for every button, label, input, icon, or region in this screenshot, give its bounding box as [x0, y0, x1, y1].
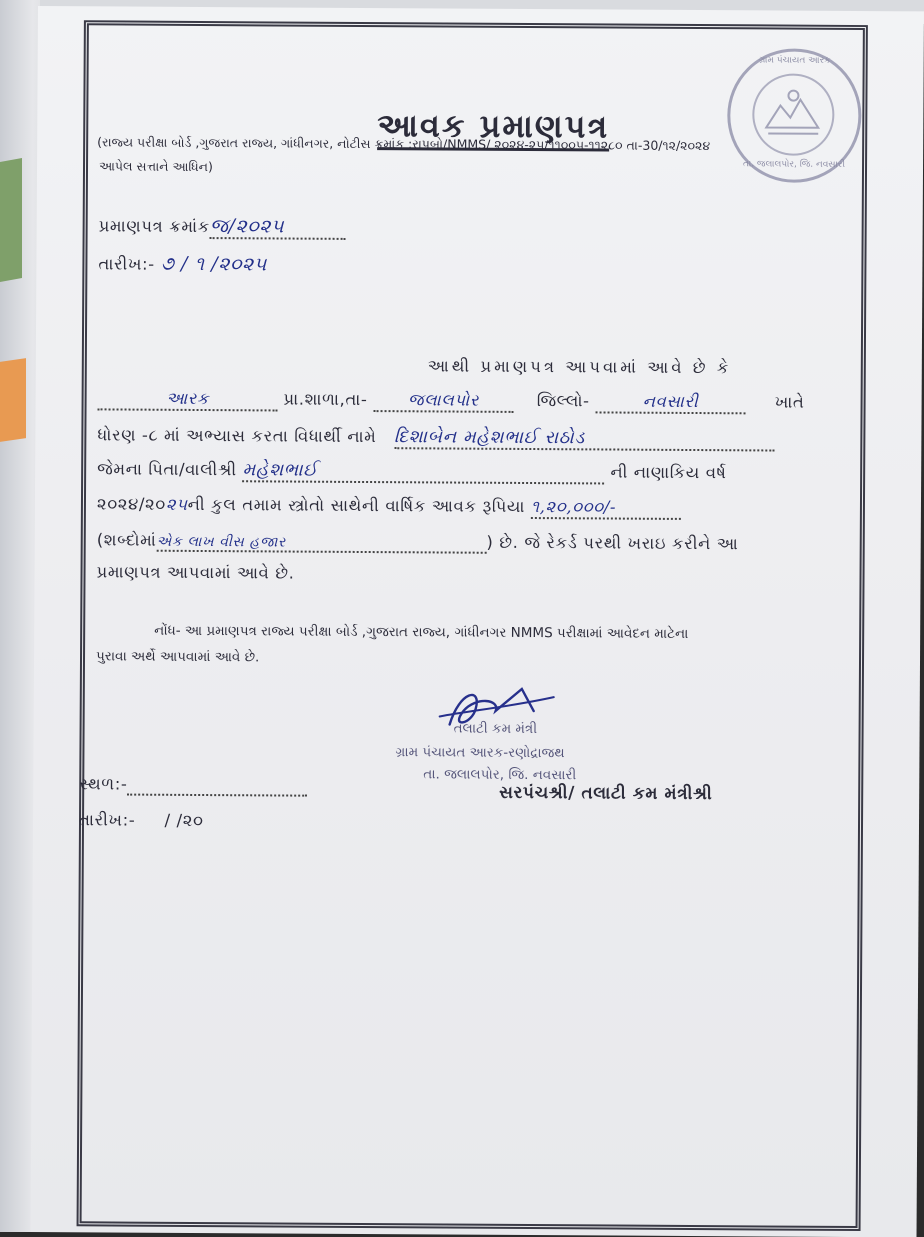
background-scrap-orange [0, 358, 26, 442]
school-name-field [98, 388, 278, 411]
year-hand-value: ૨૫ [166, 495, 188, 514]
signatory-title: સરપંચશ્રી/ તલાટી કમ મંત્રીશ્રી [499, 783, 712, 804]
father-line [97, 458, 726, 485]
certificate-number-row [99, 214, 346, 240]
father-label: જેમના પિતા/વાલીશ્રી [97, 459, 237, 479]
father-name-value: મહેશભાઈ [242, 459, 317, 480]
document-title: આવક પ્રમાણપત્ર [377, 106, 609, 151]
district-field [595, 391, 745, 414]
income-line [97, 494, 681, 520]
place-field [127, 775, 307, 797]
certificate-paper [31, 6, 924, 1237]
father-name-field [242, 459, 604, 484]
income-text: ની કુલ તમામ સ્ત્રોતો સાથેની વાર્ષિક આવક રૂપિયા [188, 495, 526, 516]
khate-label: ખાતે [775, 393, 805, 412]
certificate-number-field [210, 215, 346, 240]
income-amount-value: ૧,૨૦,૦૦૦/- [531, 497, 616, 517]
words-label: (શબ્દોમાં [97, 530, 157, 549]
note-line-2: પુરાવા અર્થે આપવામાં આવે છે. [96, 648, 259, 665]
stamp-designation: તલાટી કમ મંત્રી [454, 721, 538, 738]
certificate-date-value: ૭ / ૧ /૨૦૨૫ [161, 253, 267, 276]
place-label: સ્થળ:- [79, 774, 127, 793]
place-row [79, 774, 307, 796]
student-line [97, 424, 774, 451]
seal-emblem-icon [752, 73, 834, 155]
certificate-date-row [98, 252, 267, 275]
student-name-value: દિશાબેન મહેશભાઈ રાઠોડ [394, 426, 585, 448]
words-suffix: ) છે. જે રેકર્ડ પરથી ખરાઇ કરીને આ [486, 533, 738, 554]
words-field [156, 531, 486, 554]
district-label: જિલ્લો- [537, 391, 590, 410]
footer-date-label: તારીખ:- [79, 810, 135, 829]
taluka-value: જલાલપોર [408, 390, 479, 409]
year-suffix-text: ની નાણાકિય વર્ષ [610, 463, 726, 483]
background-scrap-green [0, 158, 22, 282]
footer-date-value: / /૨૦ [165, 811, 204, 830]
student-name-field [394, 426, 774, 451]
authority-line-2: આપેલ સત્તાને આધિન) [99, 158, 213, 175]
note-line-1: નોંધ- આ પ્રમાણપત્ર રાજ્ય પરીક્ષા બોર્ડ ,ગુજરાત રાજ્ય, ગાંધીનગર NMMS પરીક્ષામાં આવેદન માટેના [154, 623, 688, 642]
seal-text-bottom: તા. જલાલપોર, જિ. નવસારી [730, 159, 858, 170]
panchayat-seal-stamp [727, 48, 862, 183]
stamp-address: તા. જલાલપોર, જિ. નવસારી [423, 766, 576, 783]
certificate-number-label: પ્રમાણપત્ર ક્રમાંક [99, 216, 210, 236]
seal-text-top: ગ્રામ પંચાયત આરક [731, 55, 859, 66]
year-prefix: ૨૦૨૪/૨૦ [97, 494, 166, 513]
school-name-value: આરક [166, 389, 209, 408]
school-line [98, 388, 805, 414]
taluka-field [373, 390, 513, 413]
intro-line: આથી પ્રમાણપત્ર આપવામાં આવે છે કે [428, 356, 732, 378]
standard-text: ધોરણ -૮ માં અભ્યાસ કરતા વિધાર્થી નામે [97, 425, 376, 446]
certificate-number-value: જ/૨૦૨૫ [210, 215, 284, 237]
words-line [97, 530, 739, 555]
footer-date-row [79, 810, 204, 831]
authority-line-1: (રાજ્ય પરીક્ષા બોર્ડ ,ગુજરાત રાજ્ય, ગાંધીનગર, નોટીસ ક્રમાંક :રાપબો/NMMS/ ૨૦૨૪-૨૫/૧૧૦૦૫-૧૧૨૮૦ તા-30/૧૨/૨૦૨૪ [97, 134, 710, 154]
closing-line: પ્રમાણપત્ર આપવામાં આવે છે. [96, 562, 294, 583]
words-value: એક લાખ વીસ હજાર [156, 534, 285, 551]
income-amount-field [531, 497, 681, 520]
school-label: પ્રા.શાળા,તા- [283, 390, 367, 410]
stamp-panchayat-name: ગ્રામ પંચાયત આરક-રણોદ્રાજથ [395, 744, 564, 761]
district-value: નવસારી [643, 392, 699, 411]
certificate-date-label: તારીખ:- [98, 254, 154, 273]
